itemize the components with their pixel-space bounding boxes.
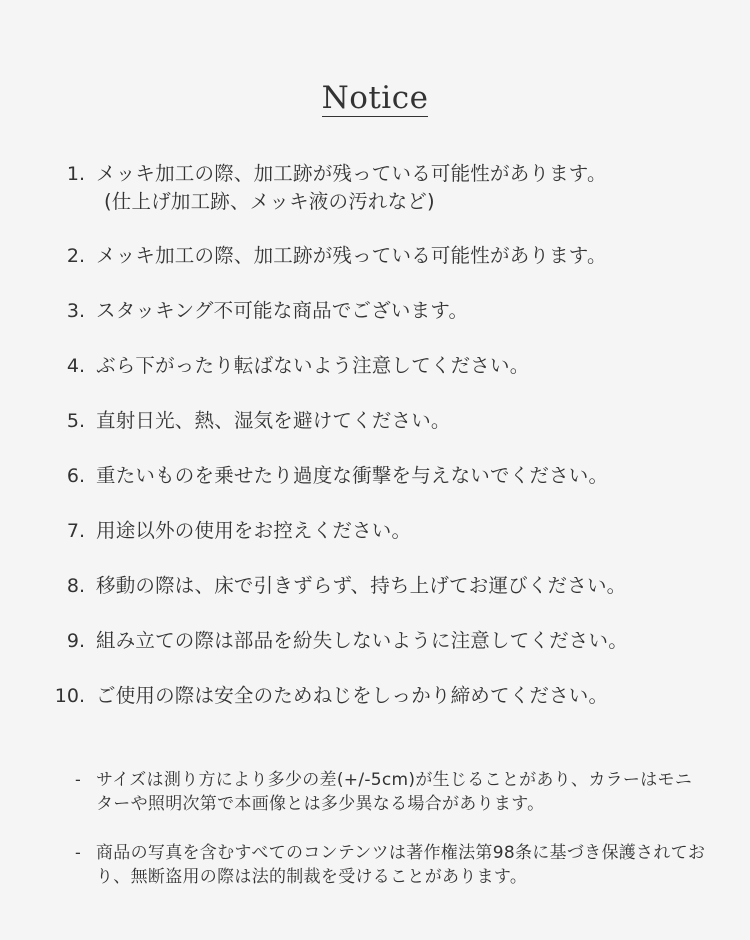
item-text: 直射日光、熱、湿気を避けてください。 <box>96 409 451 432</box>
item-number: 9. <box>66 630 85 652</box>
item-number: 6. <box>66 465 85 487</box>
item-text: メッキ加工の際、加工跡が残っている可能性があります。 <box>96 244 607 267</box>
remark-text: サイズは測り方により多少の差(+/-5cm)が生じることがあり、カラーはモニターや照明次第で本画像とは多少異なる場合があります。 <box>96 770 693 814</box>
notice-title-text: Notice <box>321 80 429 116</box>
remark-dash: - <box>75 843 81 862</box>
item-text: 重たいものを乗せたり過度な衝撃を与えないでください。 <box>96 464 609 487</box>
notice-item-3 <box>0 297 750 327</box>
remark-dash: - <box>75 770 81 789</box>
notice-item-1 <box>0 160 750 213</box>
item-number: 10. <box>54 685 85 707</box>
notice-title <box>0 78 750 118</box>
item-text: スタッキング不可能な商品でございます。 <box>96 299 469 322</box>
item-text: ご使用の際は安全のためねじをしっかり締めてください。 <box>96 684 609 707</box>
notice-item-2 <box>0 242 750 272</box>
notice-item-9 <box>0 627 750 657</box>
item-text: 移動の際は、床で引きずらず、持ち上げてお運びください。 <box>96 574 627 597</box>
item-text: 組み立ての際は部品を紛失しないように注意してください。 <box>96 629 628 652</box>
item-subtext: (仕上げ加工跡、メッキ液の汚れなど) <box>104 190 435 213</box>
item-number: 8. <box>66 575 85 597</box>
item-number: 1. <box>66 163 85 185</box>
item-number: 4. <box>66 355 85 377</box>
notice-item-4 <box>0 352 750 382</box>
notice-item-5 <box>0 407 750 437</box>
item-text: ぶら下がったり転ばないよう注意してください。 <box>96 354 530 377</box>
remark-text: 商品の写真を含むすべてのコンテンツは著作権法第98条に基づき保護されており、無断盗用の際は法的制裁を受けることがあります。 <box>96 843 706 887</box>
notice-item-6 <box>0 462 750 492</box>
item-number: 3. <box>66 300 85 322</box>
item-number: 7. <box>66 520 85 542</box>
notice-item-8 <box>0 572 750 602</box>
item-text: メッキ加工の際、加工跡が残っている可能性があります。 <box>96 162 607 185</box>
item-number: 2. <box>66 245 85 267</box>
item-number: 5. <box>66 410 85 432</box>
notice-item-7 <box>0 517 750 547</box>
notice-item-10 <box>0 682 750 712</box>
item-text: 用途以外の使用をお控えください。 <box>96 519 412 542</box>
